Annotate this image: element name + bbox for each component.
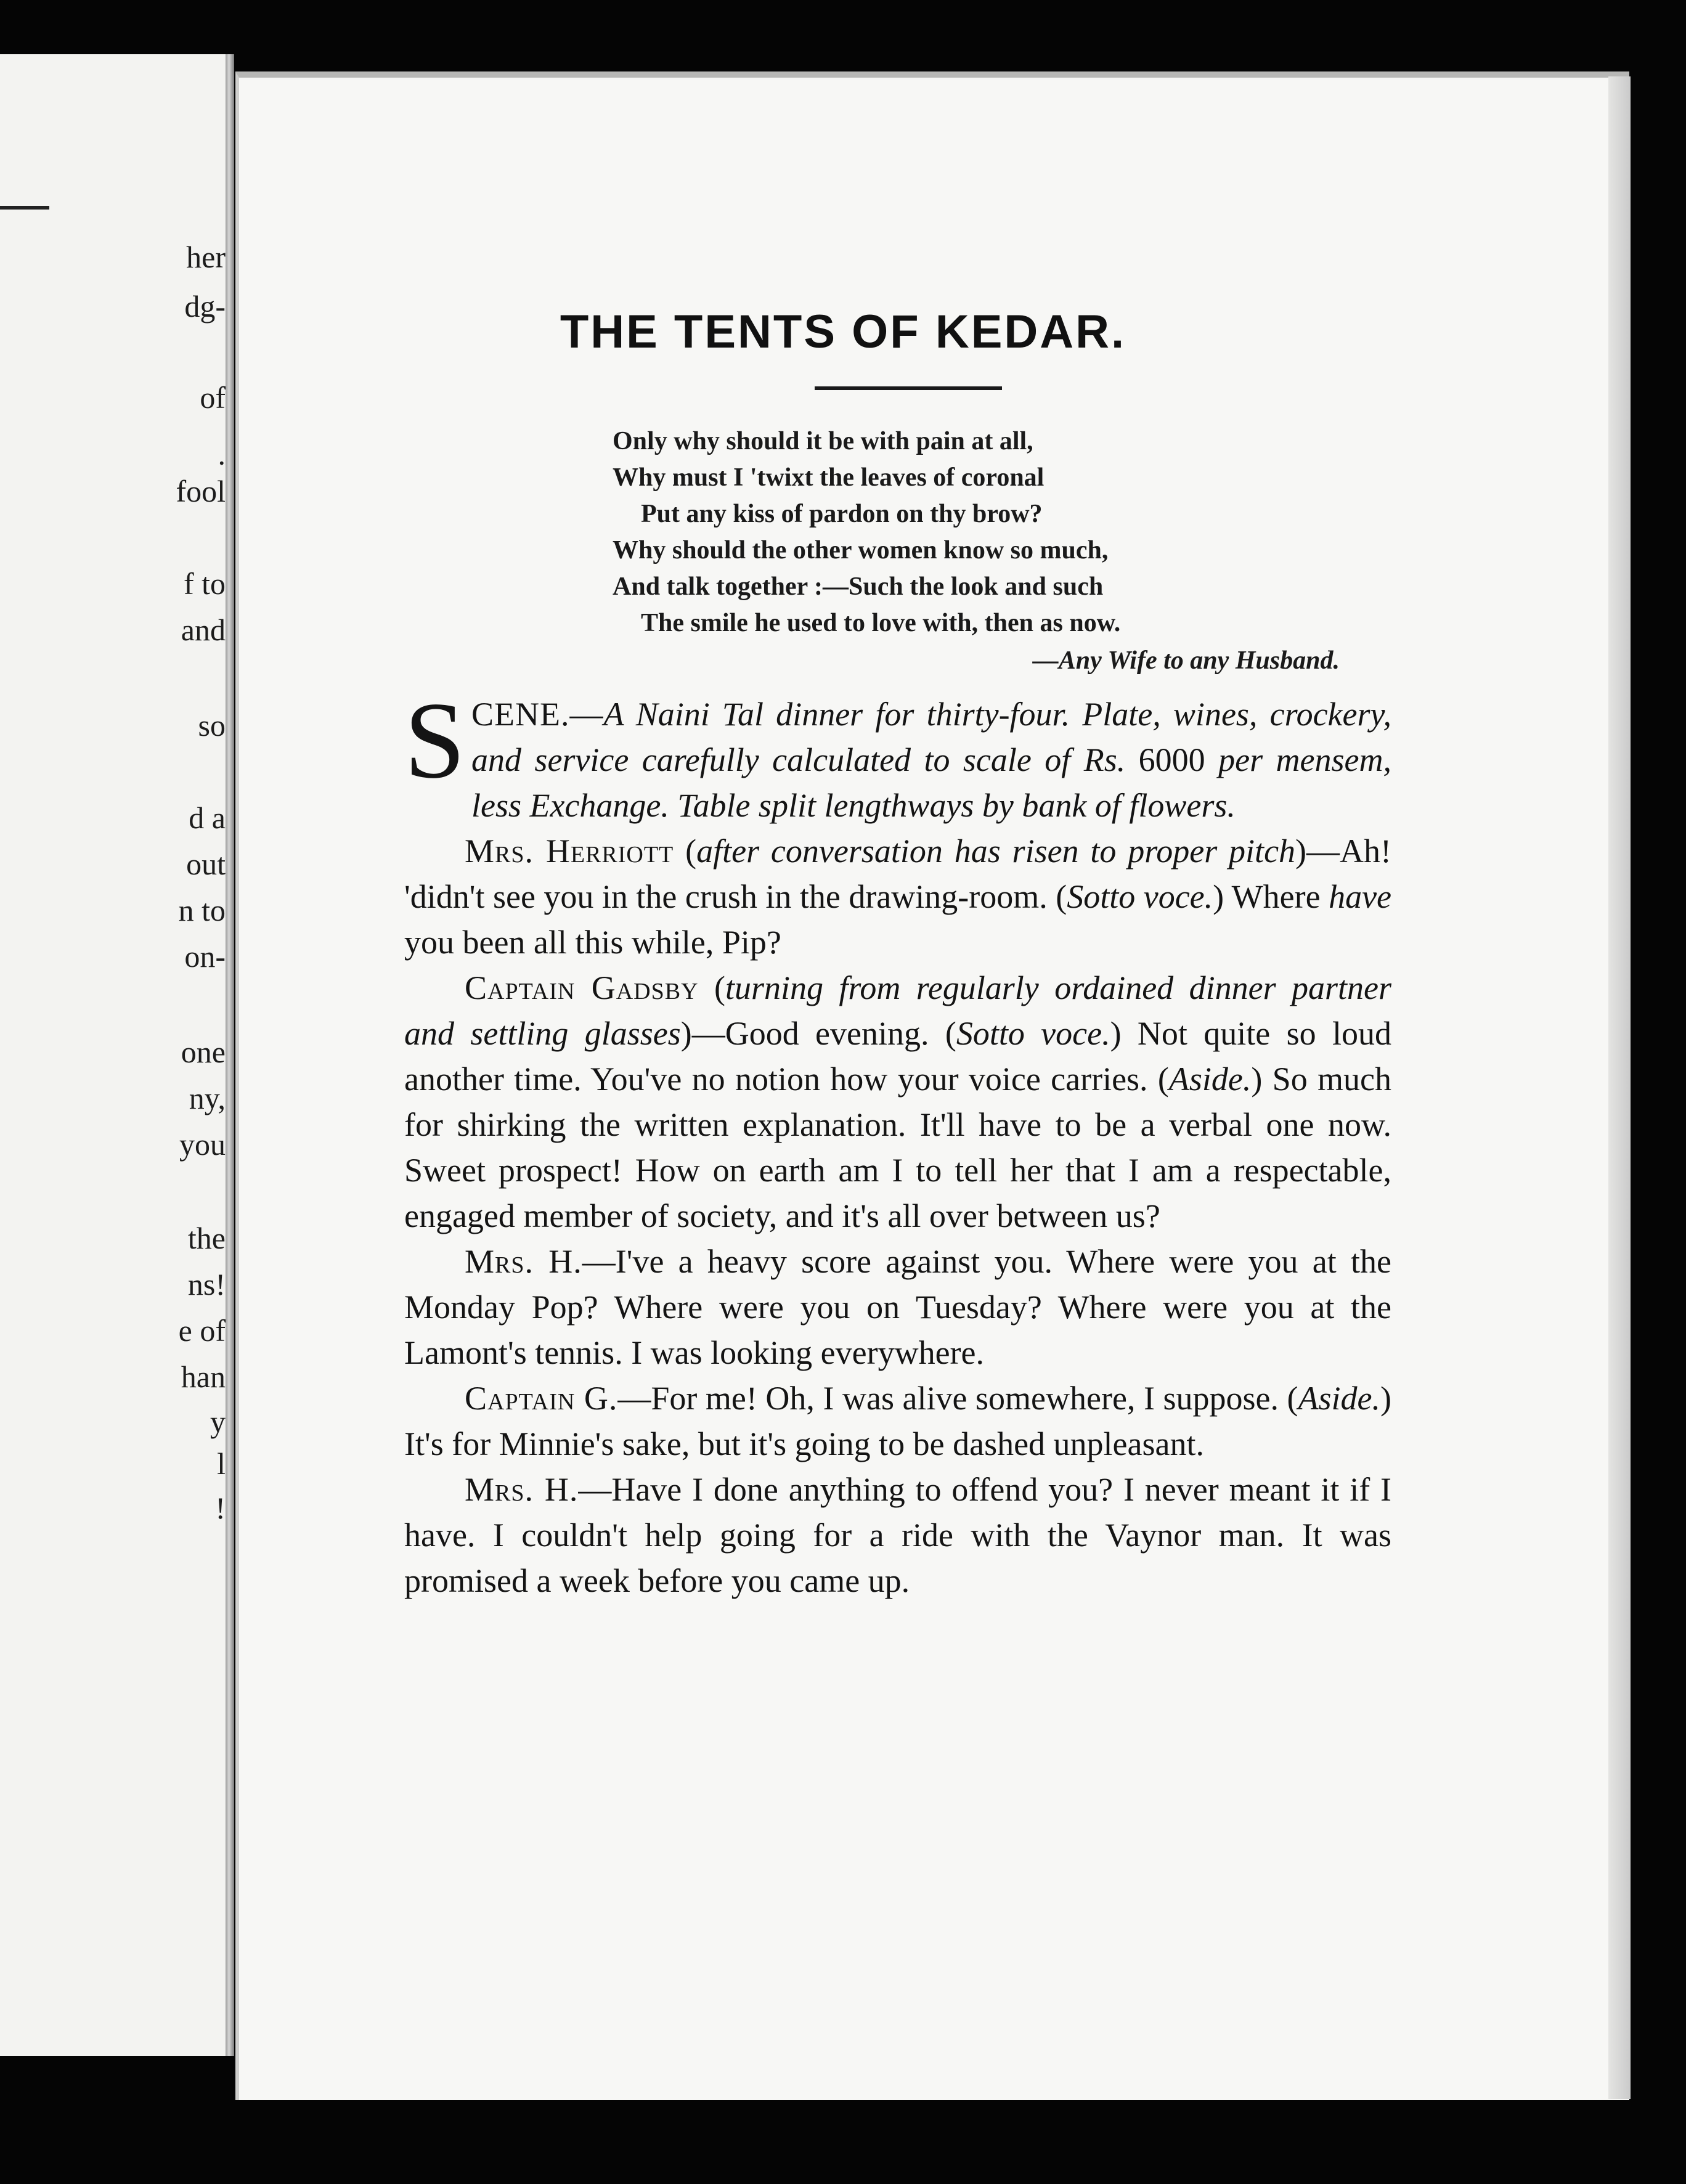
left-fragment: ny,	[189, 1081, 226, 1115]
left-fragment: her	[186, 240, 226, 274]
dialogue-paragraph	[404, 1239, 1391, 1375]
speaker-name: Mrs. Herriott	[465, 833, 674, 870]
dialogue-text: ) It's for Minnie's sake, but it's going to be dashed unpleasant.	[404, 1380, 1391, 1462]
speaker-name: Captain G.	[465, 1380, 618, 1417]
left-page-rule	[0, 206, 49, 210]
left-fragment: y	[210, 1404, 226, 1439]
left-fragment: of	[200, 380, 226, 415]
epigraph-line: And talk together :—Such the look and such	[613, 572, 1104, 601]
epigraph-line: Why should the other women know so much,	[613, 536, 1109, 564]
epigraph-line: Put any kiss of pardon on thy brow?	[641, 500, 1043, 528]
left-fragment: and	[181, 613, 226, 647]
aside: Sotto voce.	[1067, 878, 1213, 915]
dialogue-text: you been all this while, Pip?	[404, 924, 781, 961]
epigraph	[613, 423, 1340, 679]
epigraph-line: The smile he used to love with, then as now.	[641, 609, 1121, 637]
left-fragment: out	[186, 847, 226, 881]
dialogue-text: ) Not quite so loud another time. You've no notion how your voice carries. (	[404, 1015, 1391, 1098]
left-fragment: ns!	[187, 1267, 226, 1302]
left-fragment: n to	[178, 893, 226, 927]
scene-currency: Rs.	[1083, 741, 1126, 778]
dialogue-paragraph	[404, 1467, 1391, 1603]
drop-cap: S	[404, 679, 465, 801]
left-fragment: e of	[178, 1313, 226, 1348]
left-fragment: so	[198, 708, 226, 743]
page-edge	[1608, 76, 1631, 2099]
left-fragment: on-	[184, 939, 226, 974]
scene-direction-end: per mensem, less Exchange. Table split lengthways by bank of flowers.	[471, 741, 1391, 824]
dialogue-text: ) Where	[1213, 878, 1329, 915]
aside: Aside.	[1298, 1380, 1381, 1417]
epigraph-attribution: —Any Wife to any Husband.	[1032, 646, 1340, 675]
aside: Sotto voce.	[956, 1015, 1110, 1052]
dialogue-text: —Good evening. (	[691, 1015, 956, 1052]
left-fragment: han	[181, 1359, 226, 1394]
scene-amount: 6000	[1125, 741, 1219, 778]
dialogue-paragraph: Captain Gadsby (turning from regularly ordained dinner partner and settling glasses)—Good evening. (Sotto voce.) Not quite so loud another time. You've no notion how your voice carries. (Aside.) So much for shirking the written explanation. It'll have to be a verbal one now. Sweet prospect! How on earth am I to tell her that I am a respectable, engaged member of society, and it's all over between us?	[404, 969, 1392, 1234]
left-fragment: fool	[176, 474, 226, 508]
dialogue-text: —I've a heavy score against you. Where were you at the Monday Pop? Where were you on Tuesday? Where were you at the Lamont's tennis. I was looking everywhere.	[404, 1243, 1391, 1371]
epigraph-line: Only why should it be with pain at all,	[613, 427, 1033, 455]
speaker-name: Mrs. H.	[465, 1243, 582, 1280]
dialogue-text: ) So much for shirking the written explanation. It'll have to be a verbal one now. Sweet prospect! How on earth am I to tell her that I am a respectable, engaged member of society, and it's all over between us?	[404, 1061, 1391, 1234]
scene-paragraph	[404, 679, 1391, 828]
scene-label: CENE.—	[471, 696, 604, 733]
dialogue-text: —For me! Oh, I was alive somewhere, I suppose. (	[617, 1380, 1298, 1417]
dialogue-paragraph: Mrs. Herriott (after conversation has risen to proper pitch)—Ah! 'didn't see you in the crush in the drawing-room. (Sotto voce.) Where have you been all this while, Pip?	[404, 833, 1392, 961]
left-fragment: the	[187, 1221, 226, 1255]
scene-direction: A Naini Tal dinner for thirty-four. Plate, wines, crockery, and service carefully calculated to scale of	[471, 696, 1391, 778]
left-fragment: d a	[189, 801, 226, 835]
left-fragment: .	[218, 437, 226, 471]
left-fragment: one	[181, 1035, 226, 1069]
title-rule	[815, 386, 1002, 390]
left-fragment: f to	[183, 566, 226, 601]
body-text	[404, 679, 1392, 1603]
aside: Aside.	[1168, 1061, 1252, 1098]
left-fragment: dg-	[184, 289, 226, 324]
left-fragment: you	[179, 1127, 226, 1162]
stage-direction: after conversation has risen to proper pitch	[696, 833, 1296, 870]
stage-direction: turning from regularly ordained dinner partner and settling glasses	[404, 969, 1392, 1052]
dialogue-text: —Ah! 'didn't see you in the crush in the drawing-room. (	[404, 833, 1392, 915]
left-fragment: !	[215, 1491, 226, 1525]
dialogue-text: —Have I done anything to offend you? I never meant it if I have. I couldn't help going for a ride with the Vaynor man. It was promised a week before you came up.	[404, 1471, 1391, 1599]
page-title: THE TENTS OF KEDAR.	[560, 306, 1126, 358]
left-fragment: l	[217, 1446, 226, 1481]
epigraph-line: Why must I 'twixt the leaves of coronal	[613, 463, 1045, 492]
speaker-name: Mrs. H.	[465, 1471, 579, 1508]
dialogue-paragraph	[404, 1375, 1391, 1467]
emphasis: have	[1329, 878, 1391, 915]
speaker-name: Captain Gadsby	[465, 969, 699, 1006]
